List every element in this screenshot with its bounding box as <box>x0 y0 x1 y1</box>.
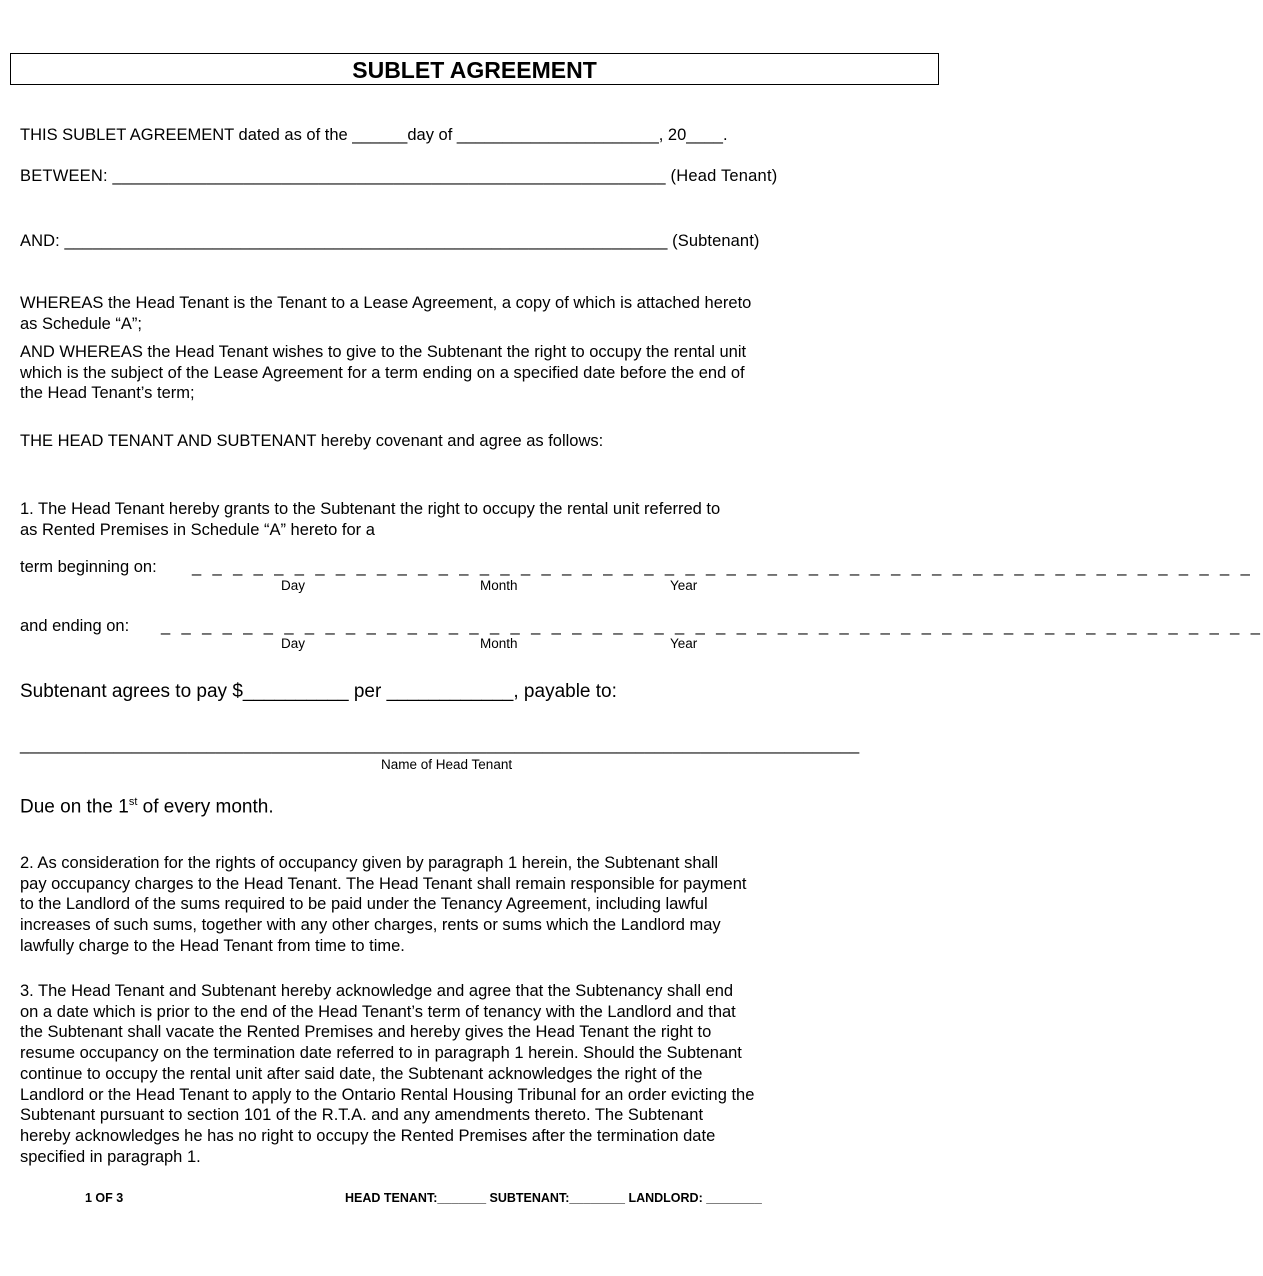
clause-2-line: to the Landlord of the sums required to be paid under the Tenancy Agreement, including lawful <box>20 895 708 914</box>
whereas-2 <box>20 342 890 404</box>
clause-3-line: continue to occupy the rental unit after said date, the Subtenant acknowledges the right of the <box>20 1064 703 1083</box>
clause-1-line: as Rented Premises in Schedule “A” hereto for a <box>20 520 375 539</box>
clause-3-line: Landlord or the Head Tenant to apply to the Ontario Rental Housing Tribunal for an order evicting the <box>20 1085 755 1104</box>
clause-2-line: 2. As consideration for the rights of occupancy given by paragraph 1 herein, the Subtenant shall <box>20 854 719 872</box>
page-title: SUBLET AGREEMENT <box>352 57 597 83</box>
clause-2-line: lawfully charge to the Head Tenant from time to time. <box>20 936 405 955</box>
due-line <box>20 796 274 818</box>
clause-3-line: Subtenant pursuant to section 101 of the R.T.A. and any amendments thereto. The Subtenant <box>20 1106 704 1125</box>
due-suffix: of every month. <box>137 796 274 818</box>
between-line: BETWEEN: ___________________________________________________________ (Head Tenant) <box>20 167 778 185</box>
clause-1-line: 1. The Head Tenant hereby grants to the Subtenant the right to occupy the rental unit referred to <box>20 500 721 518</box>
page-number: 1 OF 3 <box>85 1191 124 1205</box>
whereas-2-line: AND WHEREAS the Head Tenant wishes to give to the Subtenant the right to occupy the rental unit <box>20 343 747 361</box>
clause-3-line: on a date which is prior to the end of the Head Tenant’s term of tenancy with the Landlord and that <box>20 1002 736 1021</box>
clause-3-line: the Subtenant shall vacate the Rented Premises and hereby gives the Head Tenant the right to <box>20 1023 712 1042</box>
term-begin-blank: _ _ _ _ _ _ _ _ _ _ _ _ _ _ _ _ _ _ _ _ _ _ _ _ _ _ _ _ _ _ _ _ _ _ _ _ _ _ _ _ _ _ _ _ _ _ _ _ _ _ _ _ <box>192 558 1254 576</box>
term-end-blank: _ _ _ _ _ _ _ _ _ _ _ _ _ _ _ _ _ _ _ _ _ _ _ _ _ _ _ _ _ _ _ _ _ _ _ _ _ _ _ _ _ _ _ _ _ _ _ _ _ _ _ _ _ _ <box>161 617 1263 635</box>
clause-2-line: pay occupancy charges to the Head Tenant. The Head Tenant shall remain responsible for payment <box>20 874 747 893</box>
due-prefix: Due on the 1 <box>20 796 129 818</box>
initials-line: HEAD TENANT:_______ SUBTENANT:________ LANDLORD: ________ <box>345 1191 762 1205</box>
term-begin-label: term beginning on: <box>20 558 157 576</box>
term-end-month-caption: Month <box>480 636 518 651</box>
clause-2-line: increases of such sums, together with any other charges, rents or sums which the Landlord may <box>20 916 721 935</box>
whereas-2-line: which is the subject of the Lease Agreement for a term ending on a specified date before the end of <box>20 363 745 382</box>
term-begin-year-caption: Year <box>670 578 698 593</box>
term-end-label: and ending on: <box>20 617 130 635</box>
title-box <box>10 53 939 85</box>
clause-3-line: resume occupancy on the termination date referred to in paragraph 1 herein. Should the Subtenant <box>20 1044 742 1063</box>
clause-3 <box>20 981 890 1167</box>
whereas-2-line: the Head Tenant’s term; <box>20 384 195 403</box>
and-line: AND: _________________________________________________________________ (Subtenant) <box>20 232 760 250</box>
covenant-line: THE HEAD TENANT AND SUBTENANT hereby covenant and agree as follows: <box>20 432 604 450</box>
due-superscript: st <box>128 796 138 808</box>
whereas-1 <box>20 293 890 334</box>
head-tenant-name-line: __________________________________________________________________________________________ <box>20 736 860 754</box>
date-line: THIS SUBLET AGREEMENT dated as of the ______day of ______________________, 20____. <box>20 126 728 144</box>
clause-3-line: hereby acknowledges he has no right to occupy the Rented Premises after the termination date <box>20 1126 716 1145</box>
clause-2 <box>20 853 890 957</box>
term-begin-month-caption: Month <box>480 578 518 593</box>
head-tenant-name-caption: Name of Head Tenant <box>381 757 513 772</box>
pay-line: Subtenant agrees to pay $__________ per ____________, payable to: <box>20 681 617 702</box>
clause-1 <box>20 499 890 540</box>
whereas-1-line: as Schedule “A”; <box>20 314 142 333</box>
clause-3-line: specified in paragraph 1. <box>20 1147 201 1166</box>
term-end-year-caption: Year <box>670 636 698 651</box>
clause-3-line: 3. The Head Tenant and Subtenant hereby acknowledge and agree that the Subtenancy shall end <box>20 982 734 1000</box>
whereas-1-line: WHEREAS the Head Tenant is the Tenant to a Lease Agreement, a copy of which is attached hereto <box>20 294 752 312</box>
term-end-day-caption: Day <box>281 636 306 651</box>
term-begin-day-caption: Day <box>281 578 306 593</box>
